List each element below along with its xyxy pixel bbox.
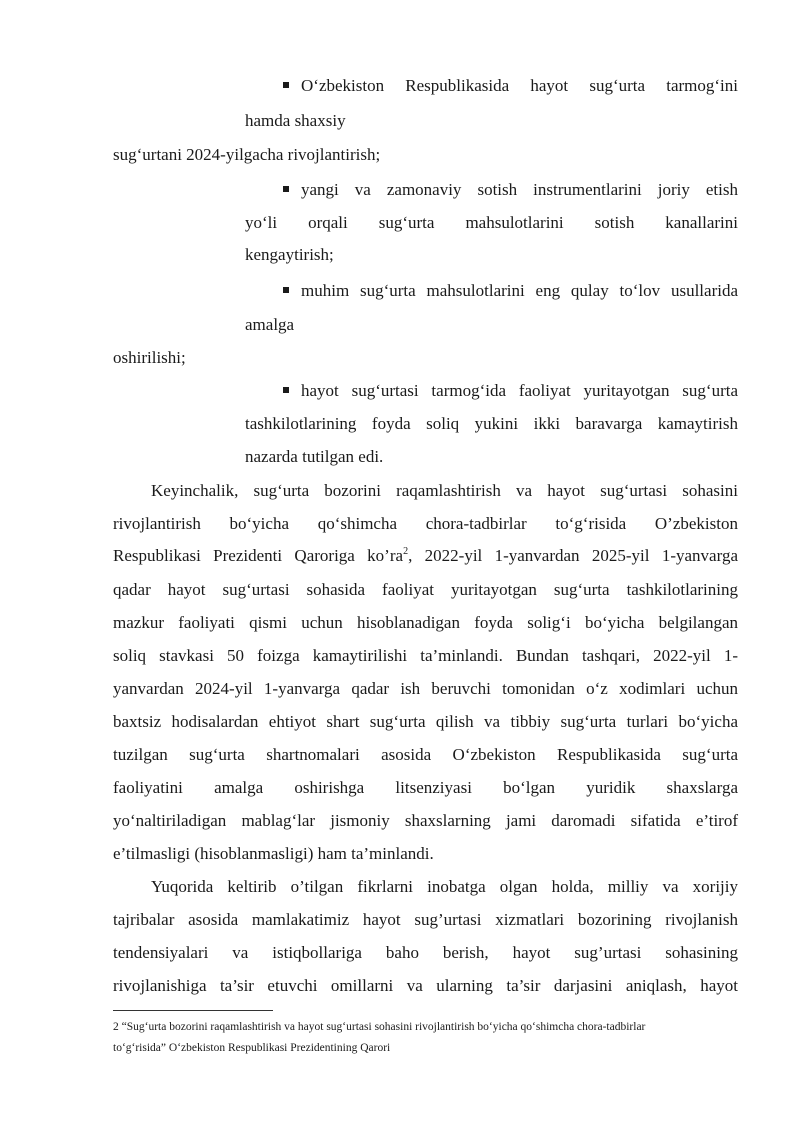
footnote-divider [113,1010,273,1011]
bullet-4-line-3: nazarda tutilgan edi. [245,447,384,466]
para1-line-8: baxtsiz hodisalardan ehtiyot shart sug‘urta qilish va tibbiy sug‘urta turlari bo‘yicha [113,712,738,731]
footnote-reference: 2 [403,546,409,557]
para2-line-3: tendensiyalari va istiqbollariga baho berish, hayot sug’urtasi sohasining [113,943,738,962]
bullet-1-line-2: hamda shaxsiy [245,111,346,130]
para1-line-5: mazkur faoliyati qismi uchun hisoblanadigan foyda solig‘i bo‘yicha belgilangan [113,613,738,632]
bullet-3-line-2: amalga [245,315,295,334]
bullet-1-line-1: O‘zbekiston Respublikasida hayot sug‘urta tarmog‘ini [283,76,738,96]
bullet-4-line-2: tashkilotlarining foyda soliq yukini ikki baravarga kamaytirish [245,414,738,433]
bullet-1-tail: sug‘urtani 2024-yilgacha rivojlantirish; [113,145,381,164]
bullet-2-line-3: kengaytirish; [245,245,334,264]
bullet-2-line-2: yo‘li orqali sug‘urta mahsulotlarini sotish kanallarini [245,213,738,232]
footnote-line-1: 2 “Sug‘urta bozorini raqamlashtirish va hayot sug‘urtasi sohasini rivojlantirish bo‘yicha qo‘shimcha chora-tadbirlar [113,1021,646,1033]
bullet-4-line-1: hayot sug‘urtasi tarmog‘ida faoliyat yuritayotgan sug‘urta [283,381,738,401]
para1-line-7: yanvardan 2024-yil 1-yanvarga qadar ish beruvchi tomonidan o‘z xodimlari uchun [113,679,738,698]
bullet-3-tail: oshirilishi; [113,348,186,367]
bullet-2-line-1: yangi va zamonaviy sotish instrumentlarini joriy etish [283,180,738,200]
para1-line-2: rivojlantirish bo‘yicha qo‘shimcha chora-tadbirlar to‘g‘risida O’zbekiston [113,514,738,533]
bullet-3-line-1: muhim sug‘urta mahsulotlarini eng qulay to‘lov usullarida [283,281,738,301]
para1-line-12: e’tilmasligi (hisoblanmasligi) ham ta’minlandi. [113,844,434,863]
para1-line-1: Keyinchalik, sug‘urta bozorini raqamlashtirish va hayot sug‘urtasi sohasini [151,481,738,500]
bullet-square-icon [283,287,289,293]
para2-line-4: rivojlanishiga ta’sir etuvchi omillarni va ularning ta’sir darjasini aniqlash, hayot [113,976,738,995]
para1-line-4: qadar hayot sug‘urtasi sohasida faoliyat yuritayotgan sug‘urta tashkilotlarining [113,580,738,599]
bullet-square-icon [283,82,289,88]
para1-line-11: yo‘naltiriladigan mablag‘lar jismoniy shaxslarning jami daromadi sifatida e’tirof [113,811,738,830]
bullet-square-icon [283,186,289,192]
bullet-square-icon [283,387,289,393]
para2-line-1: Yuqorida keltirib o’tilgan fikrlarni inobatga olgan holda, milliy va xorijiy [151,877,738,896]
para2-line-2: tajribalar asosida mamlakatimiz hayot sug’urtasi xizmatlari bozorining rivojlanish [113,910,738,929]
para1-line-3: Respublikasi Prezidenti Qaroriga $ko’ra^2$, 2022-yil 1-yanvardan 2025-yil 1-yanvarga [113,546,738,565]
para1-line-6: soliq stavkasi 50 foizga kamaytirilishi ta’minlandi. Bundan tashqari, 2022-yil 1- [113,646,738,665]
para1-line-9: tuzilgan sug‘urta shartnomalari asosida O‘zbekiston Respublikasida sug‘urta [113,745,738,764]
footnote-line-2: to‘g‘risida” O‘zbekiston Respublikasi Prezidentining Qarori [113,1042,391,1054]
para1-line-10: faoliyatini amalga oshirishga litsenziyasi bo‘lgan yuridik shaxslarga [113,778,738,797]
